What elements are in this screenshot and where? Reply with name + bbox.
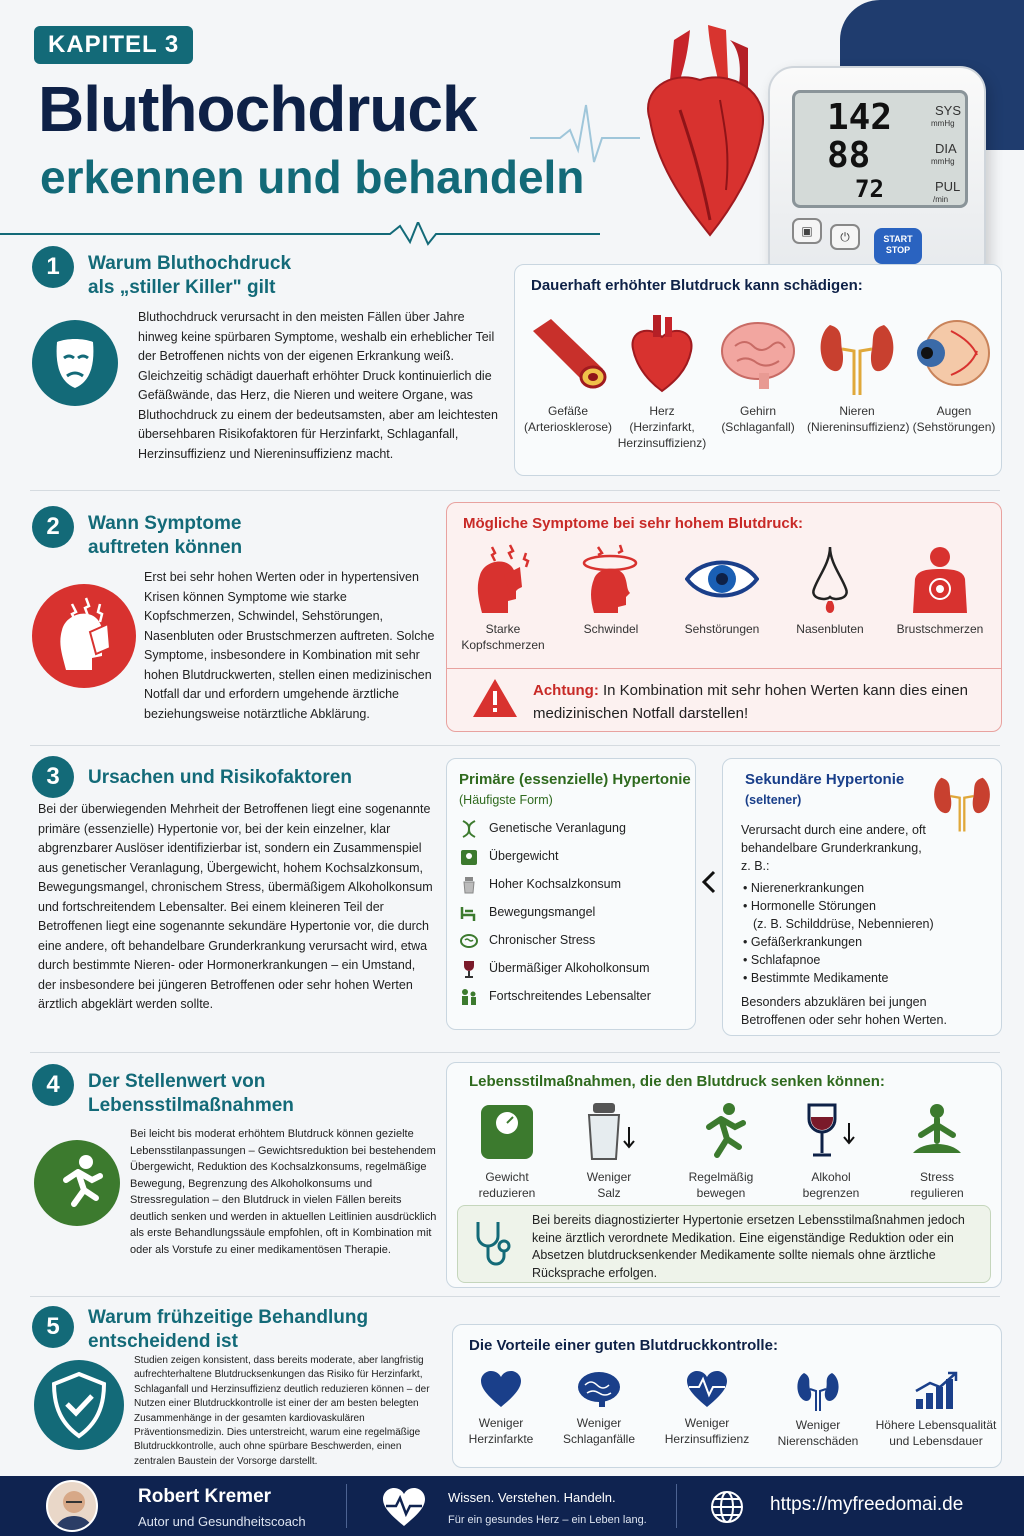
primary-hypertension-panel xyxy=(446,758,696,1030)
sys-value: 142 xyxy=(827,97,893,138)
measure-alcohol xyxy=(783,1101,879,1201)
person-avatar-icon xyxy=(48,1482,98,1532)
cause-item: • Bestimmte Medikamente xyxy=(743,971,889,985)
brain-icon xyxy=(715,311,801,397)
symptom-headache xyxy=(453,543,553,653)
organ-name: Herz xyxy=(649,404,675,418)
globe-icon xyxy=(710,1490,744,1524)
nose-icon xyxy=(800,543,860,615)
measure-line: regulieren xyxy=(910,1186,964,1200)
section-number: 1 xyxy=(32,246,74,288)
section-text: Erst bei sehr hohen Werten oder in hypertensiven Krisen können Symptome wie starke Kopfschmerzen, Schwindel, Sehstörungen, Nasenbluten oder Brustschmerzen auftreten. Solche Symptome, insbesondere in Kombination mit sehr hohen Blutdruckwerten, stellen einen medizinischen Notfall dar und erfordern umgehende ärztliche beziehungsweise notärztliche Abklärung. xyxy=(144,570,435,721)
author-name: Robert Kremer xyxy=(138,1486,272,1507)
scale-icon xyxy=(477,1101,537,1163)
measure-exercise xyxy=(673,1101,769,1201)
organ-brain xyxy=(713,311,803,435)
bp-monitor-screen xyxy=(792,90,968,208)
cause-label: Bestimmte Medikamente xyxy=(750,971,889,985)
symptom-label: Starke Kopfschmerzen xyxy=(461,622,545,652)
dia-label: DIA xyxy=(935,141,957,156)
title-line: Der Stellenwert von xyxy=(88,1071,266,1092)
medication-note xyxy=(457,1205,991,1283)
panel-title: Die Vorteile einer guten Blutdruckkontrolle: xyxy=(469,1337,778,1354)
section-text: Studien zeigen konsistent, dass bereits moderate, aber langfristig aufrechterhaltene Blutdrucksenkungen das Risiko für Herzinfarkt, Schlaganfall und Herzinsuffizienz deutlich reduzieren können – der Nutzen einer Blutdruckkontrolle ist einer der am besten belegten Zusammenhänge in der gesamten kardiovaskulären Präventionsmedizin. Dies unterstreicht, warum eine regelmäßige Blutdruckkontrolle, auch ohne spürbare Beschwerden, einen zentralen Baustein der Vorsorge darstellt. xyxy=(134,1355,430,1467)
power-button[interactable]: ⏻ xyxy=(830,224,860,250)
organ-name: Nieren xyxy=(839,404,875,418)
cause-label: Nierenerkrankungen xyxy=(750,881,865,895)
cause-item: • Hormonelle Störungen xyxy=(743,899,876,913)
panel-divider xyxy=(447,668,1001,669)
cause-item: • Nierenerkrankungen xyxy=(743,881,865,895)
kidneys-icon xyxy=(929,767,995,833)
panel-title: Mögliche Symptome bei sehr hohem Blutdruck: xyxy=(463,515,804,532)
armchair-icon xyxy=(459,903,479,923)
warning-body: In Kombination mit sehr hohen Werten kann dies einen medizinischen Notfall darstellen! xyxy=(533,682,968,722)
title-line: entscheidend ist xyxy=(88,1331,238,1352)
title-line: Warum frühzeitige Behandlung xyxy=(88,1307,369,1328)
panel-title: Primäre (essenzielle) Hypertonie xyxy=(459,771,691,788)
section-number: 5 xyxy=(32,1306,74,1348)
website-link[interactable]: https://myfreedomai.de xyxy=(770,1494,964,1515)
section-title xyxy=(88,252,291,300)
organ-kidneys xyxy=(807,311,910,435)
pul-label: PUL xyxy=(935,179,961,194)
benefit-line: Weniger xyxy=(684,1416,730,1430)
organ-detail: (Sehstörungen) xyxy=(912,420,996,434)
sys-label: SYS xyxy=(935,103,962,118)
dna-icon xyxy=(459,819,479,839)
title-line: als „stiller Killer" gilt xyxy=(88,277,276,298)
page-title: Bluthochdruck xyxy=(38,73,477,145)
author-role: Autor und Gesundheitscoach xyxy=(138,1514,306,1529)
benefit-heart-attack xyxy=(457,1369,545,1447)
chevron-left-icon xyxy=(700,870,718,894)
panel-title: Lebensstilmaßnahmen, die den Blutdruck senken können: xyxy=(469,1073,885,1090)
family-icon xyxy=(459,987,479,1007)
section-title xyxy=(88,1070,294,1118)
risk-factor: Hoher Kochsalzkonsum xyxy=(489,877,622,891)
lifestyle-panel xyxy=(446,1062,1002,1288)
organ-eyes xyxy=(909,311,999,435)
organ-vessels xyxy=(521,311,615,435)
secondary-note: Besonders abzuklären bei jungen Betroffenen oder sehr hohen Werten. xyxy=(741,995,947,1027)
running-icon xyxy=(34,1140,120,1226)
running-person-icon xyxy=(691,1101,751,1163)
secondary-hypertension-panel xyxy=(722,758,1002,1036)
section-number: 4 xyxy=(32,1064,74,1106)
start-stop-button[interactable]: START STOP xyxy=(874,228,922,264)
header xyxy=(0,0,1024,255)
heart-pulse-icon xyxy=(683,1369,731,1409)
risk-factor: Übermäßiger Alkoholkonsum xyxy=(489,961,650,975)
cause-label: Schlafapnoe xyxy=(750,953,821,967)
section-number: 3 xyxy=(32,756,74,798)
section-title: Ursachen und Risikofaktoren xyxy=(88,767,352,788)
footer-separator xyxy=(346,1484,347,1528)
slogan: Wissen. Verstehen. Handeln. xyxy=(448,1490,616,1505)
divider xyxy=(30,745,1000,746)
cause-label: Hormonelle Störungen xyxy=(750,899,876,913)
wine-glass-icon xyxy=(459,959,479,979)
headache-small-icon xyxy=(468,543,538,615)
wine-down-icon xyxy=(801,1101,861,1163)
panel-title: Sekundäre Hypertonie xyxy=(745,771,905,788)
title-line: Lebensstilmaßnahmen xyxy=(88,1095,294,1116)
benefit-line: Weniger xyxy=(795,1418,841,1432)
panel-title: Dauerhaft erhöhter Blutdruck kann schädigen: xyxy=(531,277,863,294)
headache-icon xyxy=(32,584,136,688)
sys-unit: mmHg xyxy=(931,119,955,128)
organ-detail: (Arteriosklerose) xyxy=(523,420,613,434)
shield-check-icon xyxy=(34,1360,124,1450)
section-title xyxy=(88,512,242,560)
heart-pulse-icon xyxy=(380,1486,428,1528)
benefit-line: Herzinfarkte xyxy=(468,1432,534,1446)
cause-detail: (z. B. Schilddrüse, Nebennieren) xyxy=(753,917,934,931)
chest-pain-icon xyxy=(905,543,975,615)
dizziness-icon xyxy=(576,543,646,615)
measure-line: bewegen xyxy=(696,1186,746,1200)
cause-item: • Schlafapnoe xyxy=(743,953,821,967)
symptom-label: Nasenbluten xyxy=(796,622,864,636)
organ-name: Augen xyxy=(936,404,972,418)
slogan-sub: Für ein gesundes Herz – ein Leben lang. xyxy=(448,1514,647,1526)
section-text: Bei leicht bis moderat erhöhtem Blutdruck können gezielte Lebensstilanpassungen – Gewichtsreduktion bei bestehendem Übergewicht, Reduktion des Kochsalzkonsums, regelmäßige Bewegung, Begrenzung des Alkoholkonsums und Stressregulation – den Blutdruck in vielen Fällen bereits deutlich senken und werden in aktuellen Leitlinien ausdrücklich als erste Behandlungssäule empfohlen, oft in Kombination mit oder als Vorstufe zu einer medikamentösen Therapie. xyxy=(130,1128,437,1256)
measure-weight xyxy=(459,1101,555,1201)
benefit-kidney xyxy=(771,1369,865,1449)
pul-unit: /min xyxy=(933,195,949,204)
benefit-line: Weniger xyxy=(576,1416,622,1430)
section-number: 2 xyxy=(32,506,74,548)
warning-text xyxy=(533,679,993,725)
measure-line: reduzieren xyxy=(478,1186,536,1200)
stethoscope-icon xyxy=(470,1218,516,1270)
organ-detail: (Schlaganfall) xyxy=(721,420,795,434)
benefit-line: Schlaganfälle xyxy=(562,1432,636,1446)
benefit-heart-failure xyxy=(657,1369,757,1447)
warning-icon xyxy=(471,677,519,719)
divider xyxy=(30,490,1000,491)
measure-line: begrenzen xyxy=(802,1186,860,1200)
kidneys-icon xyxy=(814,311,900,397)
footer-separator xyxy=(676,1484,677,1528)
page-subtitle: erkennen und behandeln xyxy=(40,151,585,203)
pulse-wave-icon xyxy=(530,100,640,170)
anatomical-heart-icon xyxy=(630,20,780,240)
mask-icon xyxy=(32,320,118,406)
divider xyxy=(30,1052,1000,1053)
risk-factor: Chronischer Stress xyxy=(489,933,596,947)
note-text: Bei bereits diagnostizierter Hypertonie ersetzen Lebensstilmaßnahmen jedoch keine ärztlich verordnete Medikation. Eine eigenständige Reduktion oder ein Absetzen blutdrucksenkender Medikamente sollte niemals ohne ärztliche Rücksprache erfolgen. xyxy=(532,1213,965,1280)
heart-icon xyxy=(479,1369,523,1409)
symptom-chest-pain xyxy=(885,543,995,637)
symptom-label: Sehstörungen xyxy=(684,622,760,636)
secondary-intro: Verursacht durch eine andere, oft behandelbare Grunderkrankung, z. B.: xyxy=(741,823,926,873)
measure-line: Salz xyxy=(597,1186,621,1200)
eye-organ-icon xyxy=(911,311,997,397)
measure-line: Weniger xyxy=(586,1170,632,1184)
brain-stress-icon xyxy=(459,931,479,951)
benefit-line: Herzinsuffizienz xyxy=(664,1432,750,1446)
benefit-line: Höhere Lebensqualität xyxy=(875,1418,997,1432)
measure-line: Regelmäßig xyxy=(688,1170,754,1184)
measure-line: Alkohol xyxy=(811,1170,851,1184)
organ-detail: (Herzinfarkt, Herzinsuffizienz) xyxy=(617,420,707,450)
symptom-label: Brustschmerzen xyxy=(896,622,984,636)
cause-item: • Gefäßerkrankungen xyxy=(743,935,863,949)
risk-factor: Fortschreitendes Lebensalter xyxy=(489,989,651,1003)
symptom-vision xyxy=(669,543,775,637)
symptom-label: Schwindel xyxy=(583,622,639,636)
section-title xyxy=(88,1306,368,1354)
panel-subtitle: (Häufigste Form) xyxy=(459,793,553,807)
bp-monitor xyxy=(768,66,986,288)
organ-heart xyxy=(617,311,707,451)
kidneys-icon xyxy=(794,1369,842,1411)
measure-salt xyxy=(561,1101,657,1201)
risk-factor: Übergewicht xyxy=(489,849,559,863)
symptom-nosebleed xyxy=(785,543,875,637)
salt-down-icon xyxy=(579,1101,639,1163)
measure-stress xyxy=(889,1101,985,1201)
title-line: Wann Symptome xyxy=(88,513,242,534)
heart-organ-icon xyxy=(619,311,705,397)
benefits-panel xyxy=(452,1324,1002,1468)
panel-subtitle: (seltener) xyxy=(745,793,802,807)
benefit-stroke xyxy=(553,1369,645,1447)
eye-icon xyxy=(685,543,759,615)
scale-icon xyxy=(459,847,479,867)
meditation-icon xyxy=(907,1101,967,1163)
dia-value: 88 xyxy=(827,135,871,176)
dia-unit: mmHg xyxy=(931,157,955,166)
salt-shaker-icon xyxy=(459,875,479,895)
artery-icon xyxy=(525,311,611,397)
organ-name: Gehirn xyxy=(739,404,777,418)
memory-button[interactable]: ▣ xyxy=(792,218,822,244)
secondary-list xyxy=(743,879,934,987)
title-line: Warum Bluthochdruck xyxy=(88,253,292,274)
benefit-line: Nierenschäden xyxy=(777,1434,859,1448)
avatar xyxy=(46,1480,98,1532)
measure-line: Stress xyxy=(919,1170,954,1184)
divider xyxy=(30,1296,1000,1297)
risk-factor: Genetische Veranlagung xyxy=(489,821,626,835)
warning-bold: Achtung: xyxy=(533,682,599,699)
organs-panel xyxy=(514,264,1002,476)
organ-detail: (Niereninsuffizienz) xyxy=(807,420,910,434)
title-line: auftreten können xyxy=(88,537,243,558)
benefit-quality xyxy=(873,1369,999,1449)
pul-value: 72 xyxy=(855,175,884,203)
cause-label: Gefäßerkrankungen xyxy=(750,935,863,949)
footer xyxy=(0,1476,1024,1536)
benefit-line: und Lebensdauer xyxy=(889,1434,983,1448)
section-text: Bei der überwiegenden Mehrheit der Betroffenen liegt eine sogenannte primäre (essenzielle) Hypertonie vor, bei der kein einzelner, klar abgrenzbarer Auslöser identifizierbar ist, sondern ein Zusammenspiel aus genetischer Veranlagung, Übergewicht, hohem Kochsalzkonsum, Bewegungsmangel, chronischem Stress, übermäßigem Alkoholkonsum und fortschreitendem Lebensalter. Bei einem kleineren Teil der Betroffenen liegt eine sogenannte sekundäre Hypertonie vor, die durch eine andere, oft behandelbare Grunderkrankung verursacht wird, etwa durch bestimmte Nieren- oder Hormonerkrankungen – ein Umstand, der insbesondere bei jüngeren Betroffenen oder sehr hohen Werten ärztlich abgeklärt werden sollte. xyxy=(38,802,433,1011)
symptoms-panel xyxy=(446,502,1002,732)
risk-factor: Bewegungsmangel xyxy=(489,905,596,919)
benefit-line: Weniger xyxy=(478,1416,524,1430)
measure-line: Gewicht xyxy=(485,1170,529,1184)
brain-icon xyxy=(575,1369,623,1409)
organ-name: Gefäße xyxy=(547,404,589,418)
chapter-badge: KAPITEL 3 xyxy=(34,26,193,64)
section-text: Bluthochdruck verursacht in den meisten Fällen über Jahre hinweg keine spürbaren Symptome, weshalb ein erheblicher Teil der Betroffenen nichts von der eigenen Erkrankung weiß. Gleichzeitig schädigt dauerhaft erhöhter Druck kontinuierlich die Gefäßwände, das Herz, die Nieren und weitere Organe, was Bluthochdruck zu einem der bedeutsamsten, aber am leichtesten übersehbaren Risikofaktoren für Herzinfarkt, Schlaganfall, Herzinsuffizienz und Niereninsuffizienz macht. xyxy=(138,310,498,461)
growth-chart-icon xyxy=(912,1369,960,1411)
symptom-dizziness xyxy=(563,543,659,637)
